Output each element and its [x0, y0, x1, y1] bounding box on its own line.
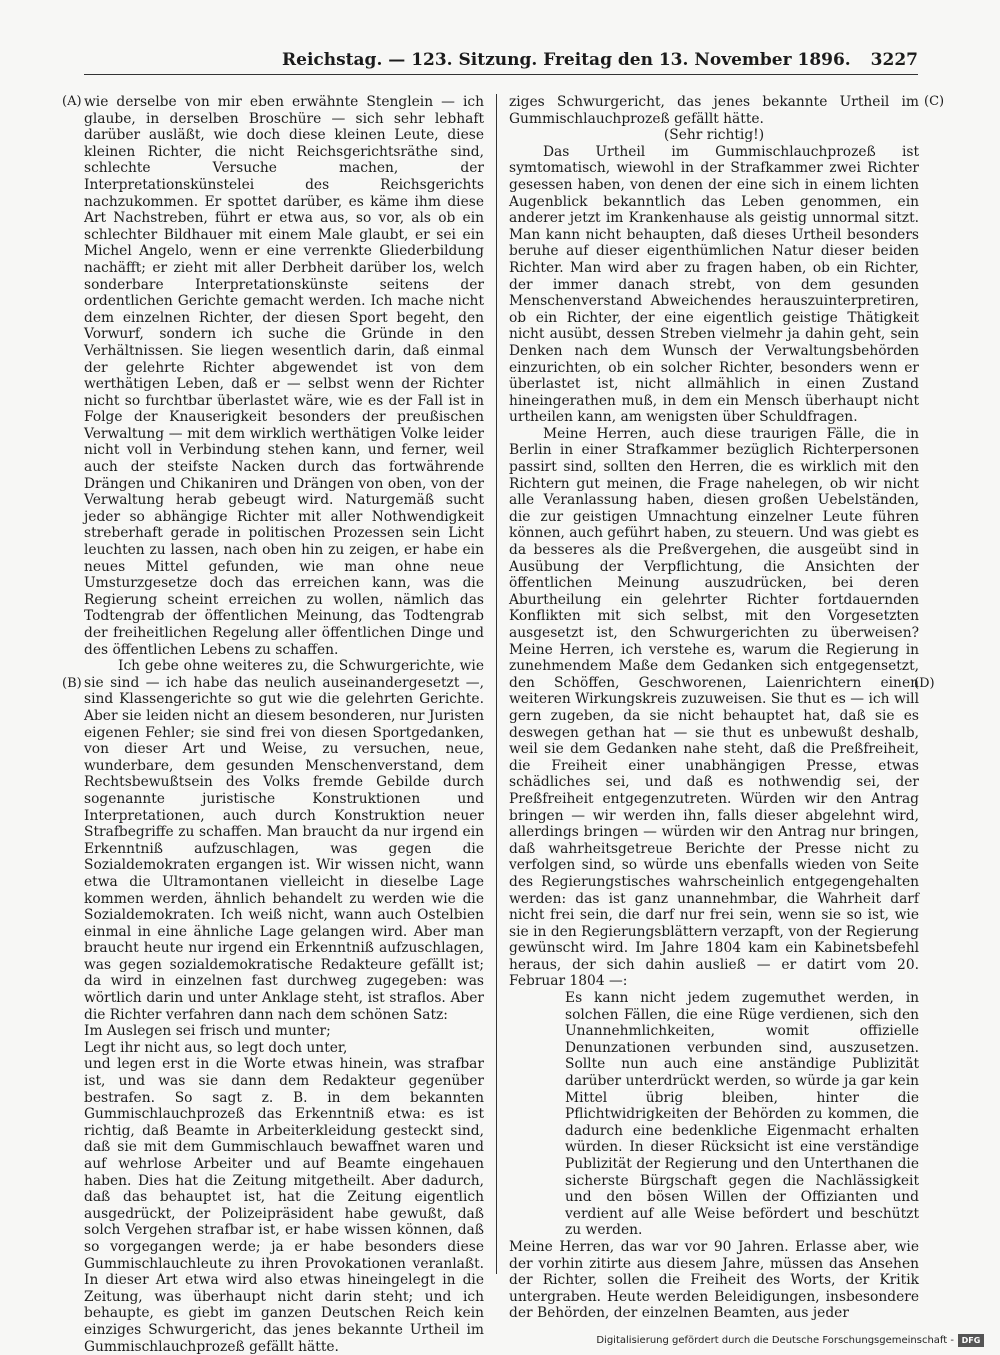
right-column	[509, 94, 919, 1322]
left-paragraph-1: wie derselbe von mir eben erwähnte Stenglein — ich glaube, in derselben Broschüre — sich sehr lebhaft darüber ausläßt, wie doch diese kleinen Leute, diese kleinen Richter, die nicht Reichsgerichtsräthe sind, schlechte Versuche machen, der Interpretationskünstelei des Reichsgerichts nachzukommen. Er spottet darüber, es käme ihm diese Art Nachstreben, führt er etwa aus, so vor, als ob ein schlechter Bildhauer mit einem Male glaubt, er sei ein Michel Angelo, wenn er eine verrenkte Gliederbildung nachäfft; er zieht mit aller Derbheit darüber los, welch sonderbare Interpretationskünste seitens der ordentlichen Gerichte gemacht werden. Ich mache nicht dem einzelnen Richter, der diesen Sport begeht, den Vorwurf, sondern ich suche die Gründe in den Verhältnissen. Sie liegen wesentlich darin, daß einmal der gelehrte Richter abgewendet ist von dem werthätigen Leben, daß er — selbst wenn der Richter nicht so furchtbar überlastet wäre, wie es der Fall ist in Folge der Knauserigkeit besonders der preußischen Verwaltung — mit dem wirklich werthätigen Volke leider nicht voll in Verbindung stehen kann, und ferner, weil auch der steifste Nacken durch das fortwährende Drängen und Chikaniren und Drängen von oben, von der Verwaltung herab gebeugt wird. Naturgemäß sucht jeder so abhängige Richter mit aller Nothwendigkeit streberhaft gerade in politischen Prozessen sein Licht leuchten zu lassen, nach oben hin zu zeigen, er habe ein neues Mittel gefunden, wie man ohne neue Umsturzgesetze doch das erreichen kann, was die Regierung scheint erreichen zu wollen, nämlich das Todtengrab der öffentlichen Meinung, das Todtengrab der freiheitlichen Regelung aller öffentlichen Dinge und des öffentlichen Lebens zu schaffen.	[84, 94, 484, 658]
margin-marker-a: (A)	[62, 94, 82, 109]
right-paragraph-2: Meine Herren, auch diese traurigen Fälle, die in Berlin in einer Strafkammer bezüglich Richterpersonen passirt sind, sollten den Herren, die es wirklich mit den Richtern gut meinen, die Frage nahelegen, ob wir nicht alle Veranlassung haben, diesen großen Uebelständen, die zur geistigen Umnachtung einzelner Leute führen können, auch geführt haben, zu steuern. Und was giebt es da besseres als die Preßvergehen, die ausgeübt sind in Ausübung der Verpflichtung, die Ansichten der öffentlichen Meinung auszudrücken, bei deren Aburtheilung ein gelehrter Richter fortdauernden Konflikten mit sich selbst, mit den Vorgesetzten ausgesetzt ist, den Schwurgerichten zu überweisen? Meine Herren, ich verstehe es, warum die Regierung in zunehmendem Maße dem Gedanken sich entgegensetzt, den Schöffen, Geschworenen, Laienrichtern einen weiteren Wirkungskreis zuzuweisen. Sie thut es — ich will gern zugeben, da sie nicht behauptet hat, daß sie es deswegen gethan hat — sie thut es unbewußt deshalb, weil sie dem Gedanken nahe steht, daß die Preßfreiheit, die Freiheit einer unabhängigen Presse, etwas schädliches sei, und daß es nothwendig sei, der Preßfreiheit entgegenzutreten. Würden wir den Antrag bringen — wir werden ihn, falls dieser abgelehnt wird, allerdings bringen — würden wir den Antrag nur bringen, daß wahrheitsgetreue Berichte der Presse nicht zu verfolgen sind, so würde uns ebenfalls wieden von Seite des Regierungstisches wahrscheinlich entgegengehalten werden: das ist ganz unannehmbar, die Wahrheit darf nicht frei sein, die darf nur frei sein, wenn sie so ist, wie sie in den Regierungsblättern verzapft, von der Regierung gewünscht wird. Im Jahre 1804 kam ein Kabinetsbefehl heraus, der sich dahin ausließ — er datirt vom 20. Februar 1804 —:	[509, 425, 919, 990]
column-divider	[496, 94, 497, 1274]
interjection: (Sehr richtig!)	[663, 127, 765, 144]
verse-line-2: Legt ihr nicht aus, so legt doch unter,	[84, 1039, 348, 1056]
footer-credit	[596, 1334, 984, 1347]
left-paragraph-3: und legen erst in die Worte etwas hinein, was strafbar ist, und was sie dann dem Redakteur gegenüber bestrafen. So sagt z. B. in dem bekannten Gummischlauchprozeß das Erkenntniß etwa: es ist richtig, daß Beamte in Arbeiterkleidung gesteckt sind, daß sie mit dem Gummischlauch bewaffnet waren und auf wehrlose Arbeiter und auf Beamte eingehauen haben. Dies hat die Zeitung mitgetheilt. Aber dadurch, daß das behauptet ist, hat die Zeitung eigentlich ausgedrückt, der Polizeipräsident habe gewußt, daß solch Vergehen strafbar ist, er habe wissen können, daß so vorgegangen werde; ja er habe besonders diese Gummischlauchleute zu ihren Provokationen veranlaßt. In dieser Art etwa wird also etwas hineingelegt in die Zeitung, was überhaupt nicht darin steht; und ich behaupte, es giebt im ganzen Deutschen Reich kein einziges Schwurgericht, das jenes bekannte Urtheil im Gummischlauchprozeß gefällt hätte.	[84, 1056, 484, 1355]
verse-line-1: Im Auslegen sei frisch und munter;	[84, 1023, 331, 1040]
margin-marker-d: (D)	[914, 676, 935, 691]
dfg-logo: DFG	[958, 1334, 984, 1347]
right-intro: ziges Schwurgericht, das jenes bekannte Urtheil im Gummischlauchprozeß gefällt hätte.	[509, 94, 919, 127]
verse-block	[84, 1023, 484, 1056]
margin-marker-c: (C)	[924, 94, 945, 109]
header-rule	[84, 74, 918, 75]
page-title: Reichstag. — 123. Sitzung. Freitag den 13. November 1896.	[282, 50, 851, 70]
right-paragraph-3: Meine Herren, das war vor 90 Jahren. Erlasse aber, wie der vorhin zitirte aus diesem Jahre, müssen das Ansehen der Richter, sollen die Freiheit des Worts, der Kritik untergraben. Heute werden Beleidigungen, insbesondere der Behörden, der einzelnen Beamten, aus jeder	[509, 1238, 919, 1322]
right-paragraph-1: Das Urtheil im Gummischlauchprozeß ist symtomatisch, wiewohl in der Strafkammer zwei Richter gesessen haben, von denen der eine sich in einem lichten Augenblick bekanntlich das Leben genommen, ein anderer jetzt im Krankenhause als geistig unnormal sitzt. Man kann nicht behaupten, daß dieses Urtheil besonders beruhe auf dieser eigenthümlichen Natur dieser beiden Richter. Man wird aber zu fragen haben, ob ein Richter, der immer danach strebt, von dem gesunden Menschenverstand Abweichendes herauszuinterpretiren, ob ein Richter, der eine eigentlich geistige Thätigkeit nicht ausübt, dessen Streben vielmehr ja dahin geht, sein Denken nach dem Wunsch der Verwaltungsbehörden einzurichten, ob ein solcher Richter, besonders wenn er überlastet ist, nicht allmählich in einen Zustand hineingerathen muß, in dem ein Mensch überhaupt nicht urtheilen kann, am wenigsten über Schuldfragen.	[509, 143, 919, 426]
footer-text: Digitalisierung gefördert durch die Deutsche Forschungsgemeinschaft -	[596, 1335, 954, 1346]
quoted-decree: Es kann nicht jedem zugemuthet werden, in solchen Fällen, die eine Rüge verdienen, sich den Unannehmlichkeiten, womit offizielle Denunzationen verbunden sind, auszusetzen. Sollte nun auch eine anständige Publizität darüber unterdrückt werden, so würde ja gar kein Mittel übrig bleiben, hinter die Pflichtwidrigkeiten der Behörden zu kommen, die dadurch eine bedenkliche Eigenmacht erhalten würden. In dieser Rücksicht ist eine verständige Publizität der Regierung und den Unterthanen die sicherste Bürgschaft gegen die Nachlässigkeit und den bösen Willen der Offizianten und verdient auf alle Weise befördert und beschützt zu werden.	[565, 990, 919, 1239]
left-paragraph-2: Ich gebe ohne weiteres zu, die Schwurgerichte, wie sie sind — ich habe das neulich auseinandergesetzt —, sind Klassengerichte so gut wie die gelehrten Gerichte. Aber sie leiden nicht an diesem besonderen, nur Juristen eigenen Fehler; sie sind frei von diesen Sportgedanken, von dieser Art und Weise, zu versuchen, neue, wunderbare, dem gesunden Menschenverstand, dem Rechtsbewußtsein des Volks fremde Gebilde durch sogenannte juristische Konstruktionen und Interpretationen, auch durch Konstruktion neuer Strafbegriffe zu schaffen. Man braucht da nur irgend ein Erkenntniß aufzuschlagen, was gegen die Sozialdemokraten ergangen ist. Wir wissen nicht, wann etwa die Ultramontanen vielleicht in dieselbe Lage kommen werden, ähnlich behandelt zu werden wie die Sozialdemokraten. Ich weiß nicht, wann auch Ostelbien einmal in eine ähnliche Lage gelangen wird. Aber man braucht heute nur irgend ein Erkenntniß aufzuschlagen, was gegen sozialdemokratische Redakteure gefällt ist; da wird in einzelnen fast durchweg zugegeben: was wörtlich darin und unter Anklage steht, ist straflos. Aber die Richter verfahren dann nach dem schönen Satz:	[84, 658, 484, 1023]
left-column	[84, 94, 484, 1355]
page-number: 3227	[870, 50, 918, 70]
margin-marker-b: (B)	[62, 676, 82, 691]
page-header	[84, 50, 918, 72]
